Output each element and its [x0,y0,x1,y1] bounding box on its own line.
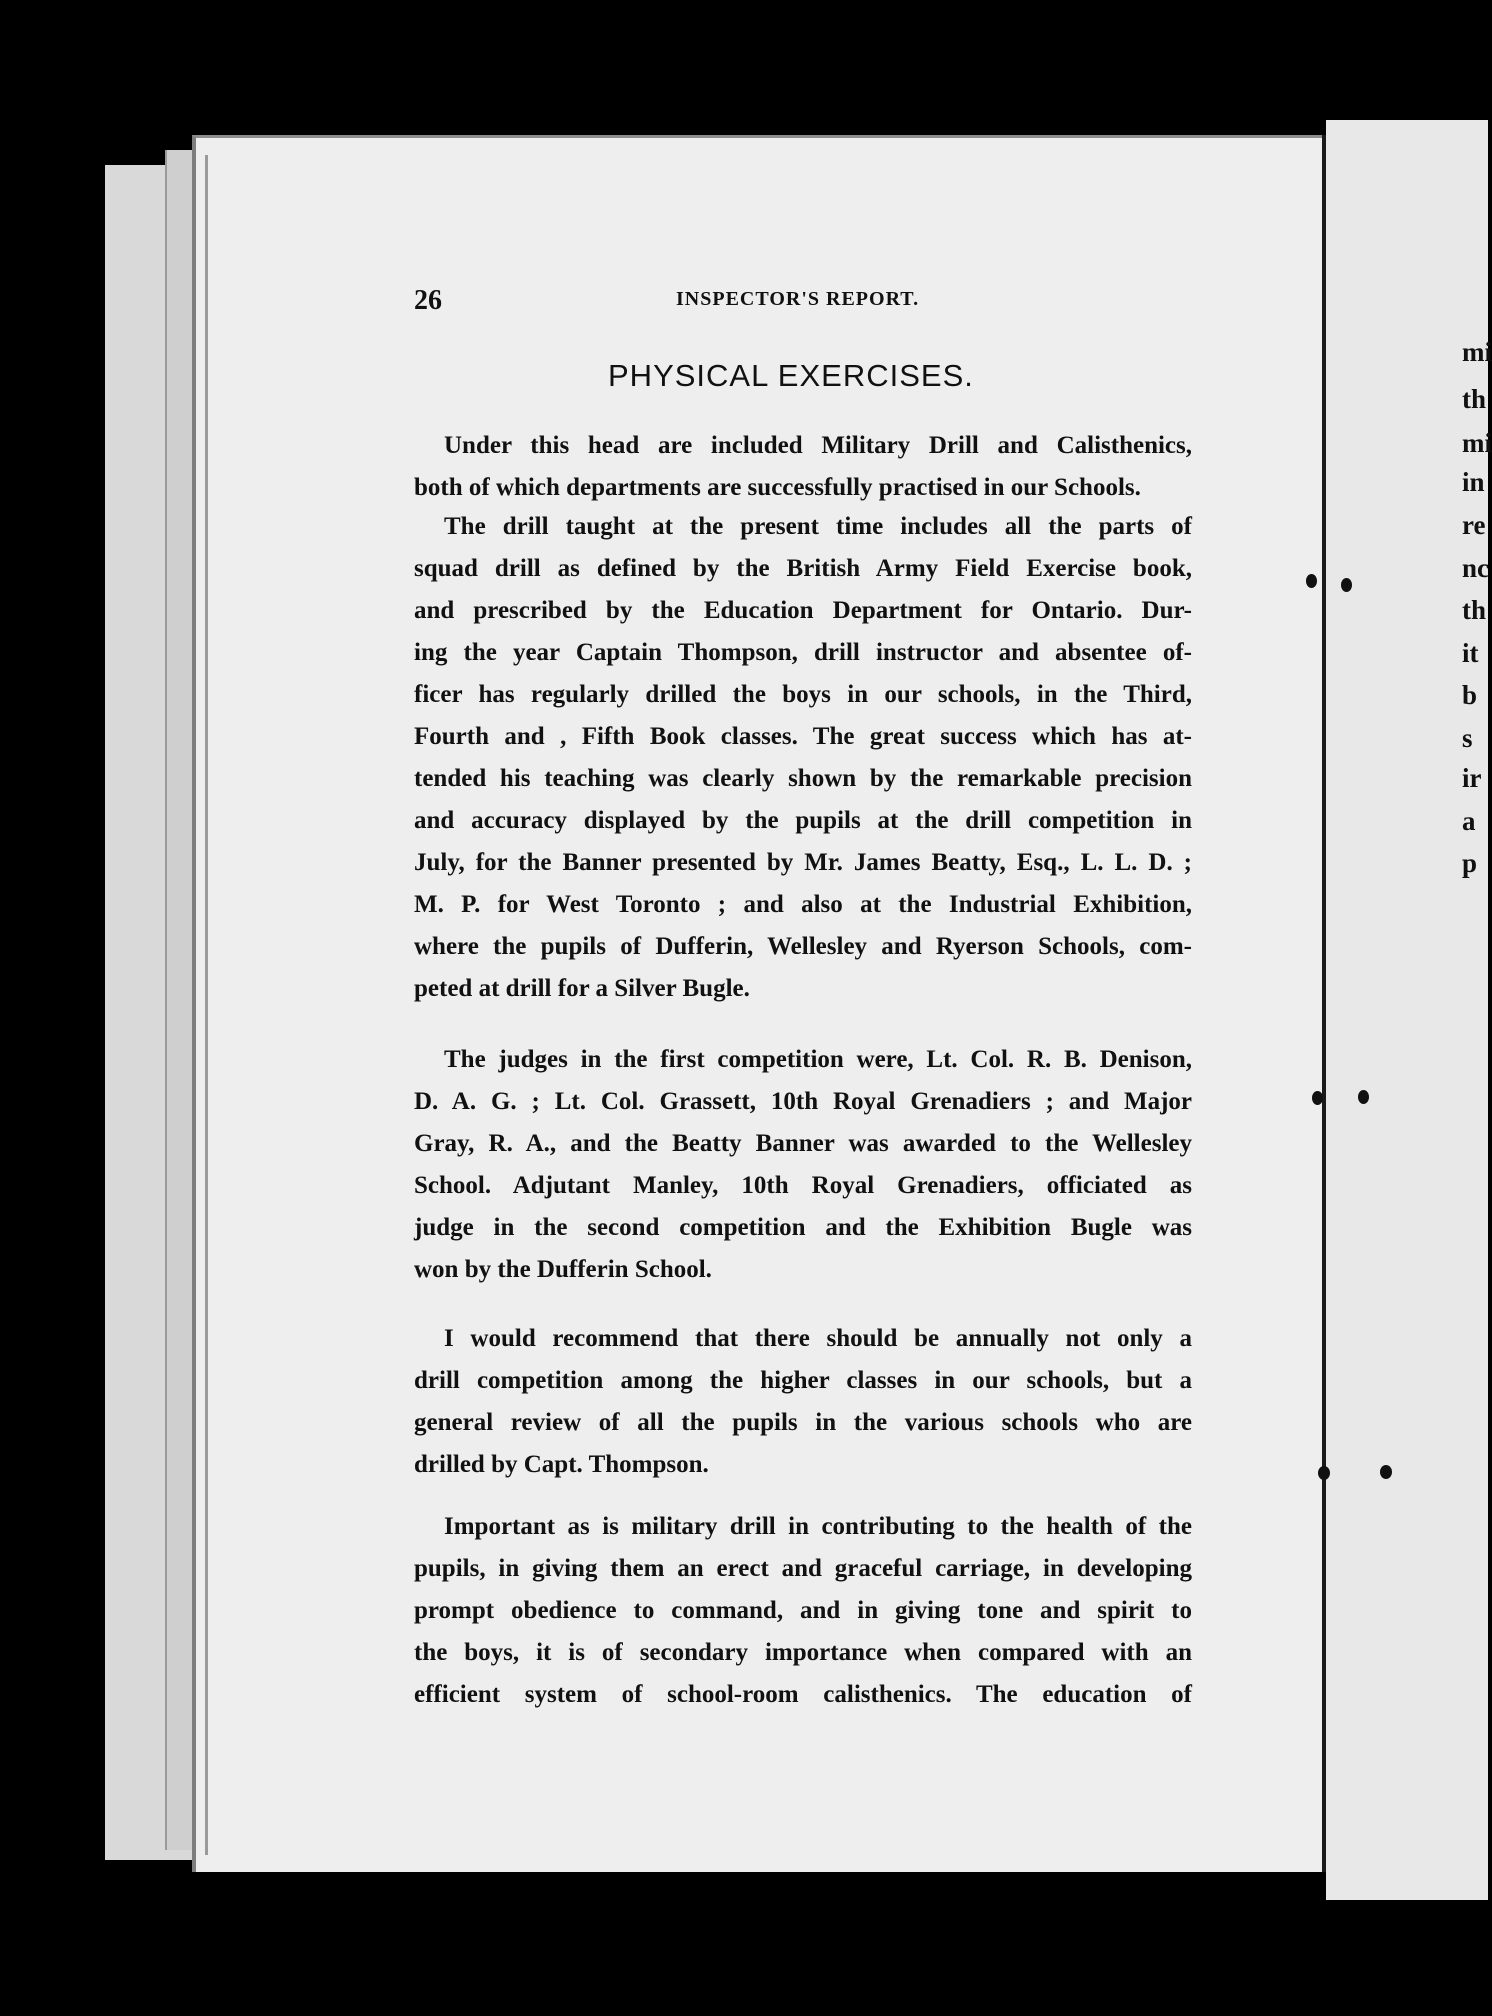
scan-speck [1306,574,1317,588]
text-line: tended his teaching was clearly shown by the remarkable precision [414,765,1192,792]
text-line: M. P. for West Toronto ; and also at the Industrial Exhibition, [414,891,1192,918]
text-line: and prescribed by the Education Department for Ontario. Dur- [414,597,1192,624]
facing-page-fragment: re [1462,510,1486,540]
paragraph-3 [414,1039,1192,1291]
text-line: judge in the second competition and the Exhibition Bugle was [414,1214,1192,1241]
paragraph-5 [414,1506,1192,1716]
text-line: prompt obedience to command, and in giving tone and spirit to [414,1597,1192,1624]
text-line: where the pupils of Dufferin, Wellesley and Ryerson Schools, com- [414,933,1192,960]
scan-speck [1358,1090,1369,1104]
facing-page-fragment: th [1462,595,1487,625]
running-head: INSPECTOR'S REPORT. [676,288,920,310]
page-number: 26 [414,285,442,316]
text-line: Under this head are included Military Drill and Calisthenics, [444,432,1192,459]
text-line: I would recommend that there should be annually not only a [444,1325,1192,1352]
text-line: Gray, R. A., and the Beatty Banner was awarded to the Wellesley [414,1130,1192,1157]
facing-page-fragment: mi [1462,428,1492,458]
text-line: ing the year Captain Thompson, drill instructor and absentee of- [414,639,1192,666]
facing-page-fragment: a [1462,806,1476,836]
scan-speck [1312,1091,1323,1105]
text-line: drill competition among the higher classes in our schools, but a [414,1367,1192,1394]
text-line: The drill taught at the present time includes all the parts of [444,513,1192,540]
text-line: general review of all the pupils in the various schools who are [414,1409,1192,1436]
text-line: pupils, in giving them an erect and graceful carriage, in developing [414,1555,1192,1582]
text-line: July, for the Banner presented by Mr. James Beatty, Esq., L. L. D. ; [414,849,1192,876]
text-line: and accuracy displayed by the pupils at the drill competition in [414,807,1192,834]
facing-page-fragment: b [1462,680,1478,710]
text-line: peted at drill for a Silver Bugle. [414,975,750,1002]
text-line: drilled by Capt. Thompson. [414,1451,709,1478]
page-shadow-line [205,155,208,1855]
text-line: ficer has regularly drilled the boys in our schools, in the Third, [414,681,1192,708]
text-line: the boys, it is of secondary importance when compared with an [414,1639,1192,1666]
scan-speck [1380,1465,1392,1479]
facing-page-fragment: s [1462,723,1473,753]
facing-page-fragment: mi [1462,337,1492,367]
text-line: efficient system of school-room calisthenics. The education of [414,1681,1192,1708]
text-line: The judges in the first competition were, Lt. Col. R. B. Denison, [444,1046,1192,1073]
facing-page-fragment: in [1462,467,1485,497]
facing-page-fragment: it [1462,638,1479,668]
facing-page-fragment: nc [1462,553,1489,583]
section-title: PHYSICAL EXERCISES. [608,358,974,393]
facing-page-fragment: ir [1462,763,1482,793]
facing-page-fragment: p [1462,848,1478,878]
paragraph-2 [414,506,1192,1010]
scan-speck [1318,1466,1330,1480]
text-line: won by the Dufferin School. [414,1256,712,1283]
text-line: School. Adjutant Manley, 10th Royal Grenadiers, officiated as [414,1172,1192,1199]
text-line: both of which departments are successfully practised in our Schools. [414,474,1141,501]
paragraph-1 [414,425,1192,509]
paragraph-4 [414,1318,1192,1486]
text-line: squad drill as defined by the British Army Field Exercise book, [414,555,1192,582]
text-line: Fourth and , Fifth Book classes. The great success which has at- [414,723,1192,750]
text-line: D. A. G. ; Lt. Col. Grassett, 10th Royal Grenadiers ; and Major [414,1088,1192,1115]
facing-page-fragment: th [1462,384,1487,414]
scan-speck [1341,578,1352,592]
text-line: Important as is military drill in contributing to the health of the [444,1513,1192,1540]
